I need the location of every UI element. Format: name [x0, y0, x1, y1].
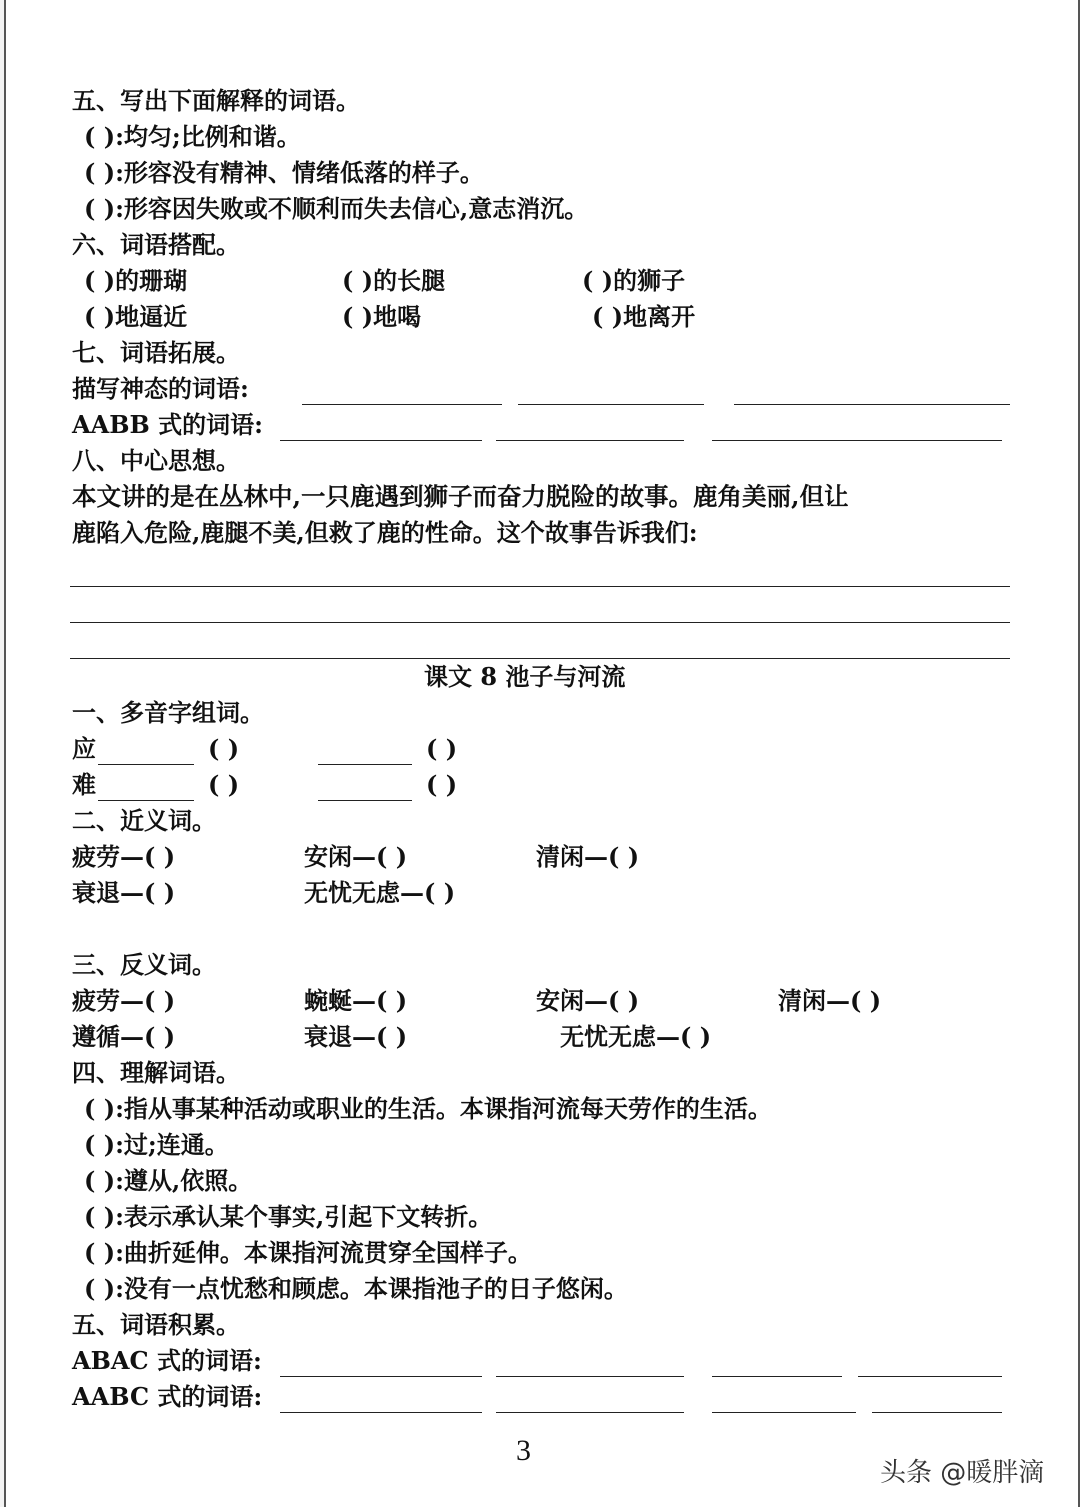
answer-blank[interactable] — [712, 440, 1002, 441]
synonym-item: 安闲—( ) — [304, 842, 408, 871]
answer-blank[interactable] — [318, 800, 412, 801]
answer-blank[interactable] — [518, 404, 704, 405]
collocation-item: ( )地离开 — [592, 302, 696, 331]
definition-row: ( ):曲折延伸。本课指河流贯穿全国样子。 — [84, 1238, 532, 1267]
lesson-section-1-title: 一、多音字组词。 — [72, 698, 264, 727]
main-idea-text: 本文讲的是在丛林中,一只鹿遇到狮子而奋力脱险的故事。鹿角美丽,但让 — [72, 482, 849, 511]
abac-words-label: ABAC 式的词语: — [72, 1346, 262, 1375]
answer-blank[interactable] — [734, 404, 1010, 405]
answer-blank[interactable] — [280, 1412, 482, 1413]
aabc-words-label: AABC 式的词语: — [72, 1382, 263, 1411]
lesson-section-4-title: 四、理解词语。 — [72, 1058, 240, 1087]
pinyin-paren: ( ) — [426, 734, 458, 763]
collocation-item: ( )的珊瑚 — [84, 266, 188, 295]
collocation-item: ( )地喝 — [342, 302, 422, 331]
answer-blank[interactable] — [302, 404, 502, 405]
antonym-item: 清闲—( ) — [778, 986, 882, 1015]
answer-blank[interactable] — [98, 800, 194, 801]
section-7-title: 七、词语拓展。 — [72, 338, 240, 367]
lesson-section-2-title: 二、近义词。 — [72, 806, 216, 835]
collocation-item: ( )地逼近 — [84, 302, 188, 331]
antonym-item: 无忧无虑—( ) — [560, 1022, 712, 1051]
answer-blank[interactable] — [872, 1412, 1002, 1413]
synonym-item: 衰退—( ) — [72, 878, 176, 907]
answer-blank[interactable] — [496, 1412, 684, 1413]
pinyin-paren: ( ) — [426, 770, 458, 799]
collocation-item: ( )的狮子 — [582, 266, 686, 295]
definition-row: ( ):均匀;比例和谐。 — [84, 122, 301, 151]
pinyin-paren: ( ) — [208, 770, 240, 799]
answer-blank[interactable] — [712, 1412, 856, 1413]
expression-words-label: 描写神态的词语: — [72, 374, 249, 403]
antonym-item: 衰退—( ) — [304, 1022, 408, 1051]
definition-row: ( ):形容没有精神、情绪低落的样子。 — [84, 158, 484, 187]
definition-row: ( ):形容因失败或不顺利而失去信心,意志消沉。 — [84, 194, 589, 223]
answer-line[interactable] — [70, 586, 1010, 587]
pinyin-paren: ( ) — [208, 734, 240, 763]
lesson-title: 课文 8 池子与河流 — [424, 662, 626, 691]
synonym-item: 无忧无虑—( ) — [304, 878, 456, 907]
section-6-title: 六、词语搭配。 — [72, 230, 240, 259]
answer-line[interactable] — [70, 658, 1010, 659]
polyphone-char: 应 — [72, 734, 96, 763]
definition-row: ( ):遵从,依照。 — [84, 1166, 253, 1195]
answer-blank[interactable] — [858, 1376, 1002, 1377]
antonym-item: 安闲—( ) — [536, 986, 640, 1015]
answer-blank[interactable] — [98, 764, 194, 765]
lesson-section-3-title: 三、反义词。 — [72, 950, 216, 979]
synonym-item: 疲劳—( ) — [72, 842, 176, 871]
antonym-item: 蜿蜒—( ) — [304, 986, 408, 1015]
synonym-item: 清闲—( ) — [536, 842, 640, 871]
answer-blank[interactable] — [280, 1376, 482, 1377]
definition-row: ( ):没有一点忧愁和顾虑。本课指池子的日子悠闲。 — [84, 1274, 628, 1303]
answer-blank[interactable] — [496, 1376, 684, 1377]
aabb-words-label: AABB 式的词语: — [72, 410, 264, 439]
main-idea-text: 鹿陷入危险,鹿腿不美,但救了鹿的性命。这个故事告诉我们: — [72, 518, 698, 547]
page-number: 3 — [516, 1434, 531, 1467]
collocation-item: ( )的长腿 — [342, 266, 446, 295]
antonym-item: 疲劳—( ) — [72, 986, 176, 1015]
lesson-section-5-title: 五、词语积累。 — [72, 1310, 240, 1339]
answer-blank[interactable] — [280, 440, 482, 441]
polyphone-char: 难 — [72, 770, 96, 799]
answer-line[interactable] — [70, 622, 1010, 623]
section-5-title: 五、写出下面解释的词语。 — [72, 86, 360, 115]
answer-blank[interactable] — [318, 764, 412, 765]
definition-row: ( ):指从事某种活动或职业的生活。本课指河流每天劳作的生活。 — [84, 1094, 772, 1123]
definition-row: ( ):表示承认某个事实,引起下文转折。 — [84, 1202, 493, 1231]
antonym-item: 遵循—( ) — [72, 1022, 176, 1051]
answer-blank[interactable] — [712, 1376, 842, 1377]
answer-blank[interactable] — [496, 440, 684, 441]
definition-row: ( ):过;连通。 — [84, 1130, 229, 1159]
watermark: 头条 @暖胖滴 — [880, 1458, 1045, 1488]
section-8-title: 八、中心思想。 — [72, 446, 240, 475]
